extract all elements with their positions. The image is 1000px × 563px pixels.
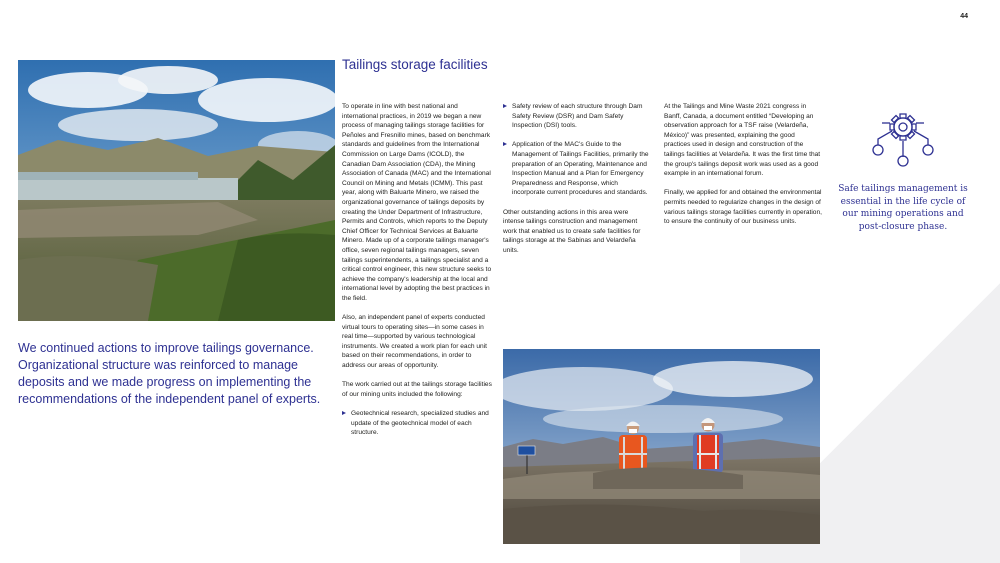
bullet-text: Safety review of each structure through Dam Safety Review (DSR) and Dam Safety Inspection (DSI) tools. bbox=[512, 103, 643, 130]
text-column-3 bbox=[664, 102, 822, 236]
gear-network-icon bbox=[866, 103, 940, 171]
text-column-1 bbox=[342, 102, 492, 447]
triangle-bullet-icon bbox=[342, 411, 346, 415]
bullet-item bbox=[342, 409, 492, 438]
text-column-2 bbox=[503, 102, 651, 265]
paragraph-permits: Finally, we applied for and obtained the environmental permits needed to regularize changes in the design of various tailings storage facilities currently in operation, to ensure the continuity of our business units. bbox=[664, 189, 822, 226]
paragraph-outstanding: Other outstanding actions in this area were intense tailings construction and management work that enabled us to create safe facilities for tailings storage at the Sabinas and Velardeña units. bbox=[503, 208, 641, 254]
page-number: 44 bbox=[960, 13, 968, 20]
triangle-bullet-icon bbox=[503, 142, 507, 146]
bullet-text: Application of the MAC's Guide to the Management of Tailings Facilities, primarily the preparation of an Operating, Maintenance and Inspection Manual and a Plan for Emergency Preparedness and Response, which incorporate current procedures and standards. bbox=[512, 141, 649, 197]
paragraph-panel: Also, an independent panel of experts conducted virtual tours to operating sites—in some cases in real time—supported by various technological instruments. We created a work plan for each unit based on their recommendations, in order to address our areas of opportunity. bbox=[342, 314, 488, 370]
workers-photo bbox=[503, 349, 820, 544]
paragraph-work: The work carried out at the tailings storage facilities of our mining units included the following: bbox=[342, 381, 492, 398]
bullet-item bbox=[503, 102, 651, 131]
pullquote: We continued actions to improve tailings governance. Organizational structure was reinforced to manage deposits and we made progress on implementing the recommendations of the independent panel of experts. bbox=[18, 341, 321, 406]
side-note: Safe tailings management is essential in the life cycle of our mining operations and post-closure phase. bbox=[838, 184, 968, 232]
bullet-item bbox=[503, 140, 651, 198]
paragraph-intro: To operate in line with best national and international practices, in 2019 we began a new process of managing tailings storage facilities for Peñoles and Fresnillo mines, based on benchmark standards and guidelines from the International Commission on Large Dams (ICOLD), the Canadian Dam Association (CDA), the Mining Association of Canada (MAC) and the International Council on Mining and Metals (ICMM). This past year, along with Baluarte Minero, we raised the organizational governance of tailings deposits by creating the Under Department of Infrastructure, Permits and Controls, which reports to the Deputy Chief Officer for Technical Services at Baluarte Minero. Made up of a corporate tailings manager's office, seven regional tailings managers, seven tailings superintendents, a tailings specialist and a critical control engineer, this new structure seeks to achieve the company's leadership at the local and international level by adopting the best practices in the field. bbox=[342, 103, 492, 302]
triangle-bullet-icon bbox=[503, 104, 507, 108]
tailings-landscape-photo bbox=[18, 60, 335, 321]
paragraph-congress: At the Tailings and Mine Waste 2021 congress in Banff, Canada, a document entitled “Developing an observation approach for a TSF raise (Velardeña, México)” was presented, explaining the good practices used in design and construction of the tailings facilities at Velardeña. It was the first time that the group's tailings deposit work was used as a good example in an international forum. bbox=[664, 103, 821, 178]
section-title: Tailings storage facilities bbox=[342, 57, 488, 72]
bullet-text: Geotechnical research, specialized studies and update of the geotechnical model of each structure. bbox=[351, 410, 489, 437]
